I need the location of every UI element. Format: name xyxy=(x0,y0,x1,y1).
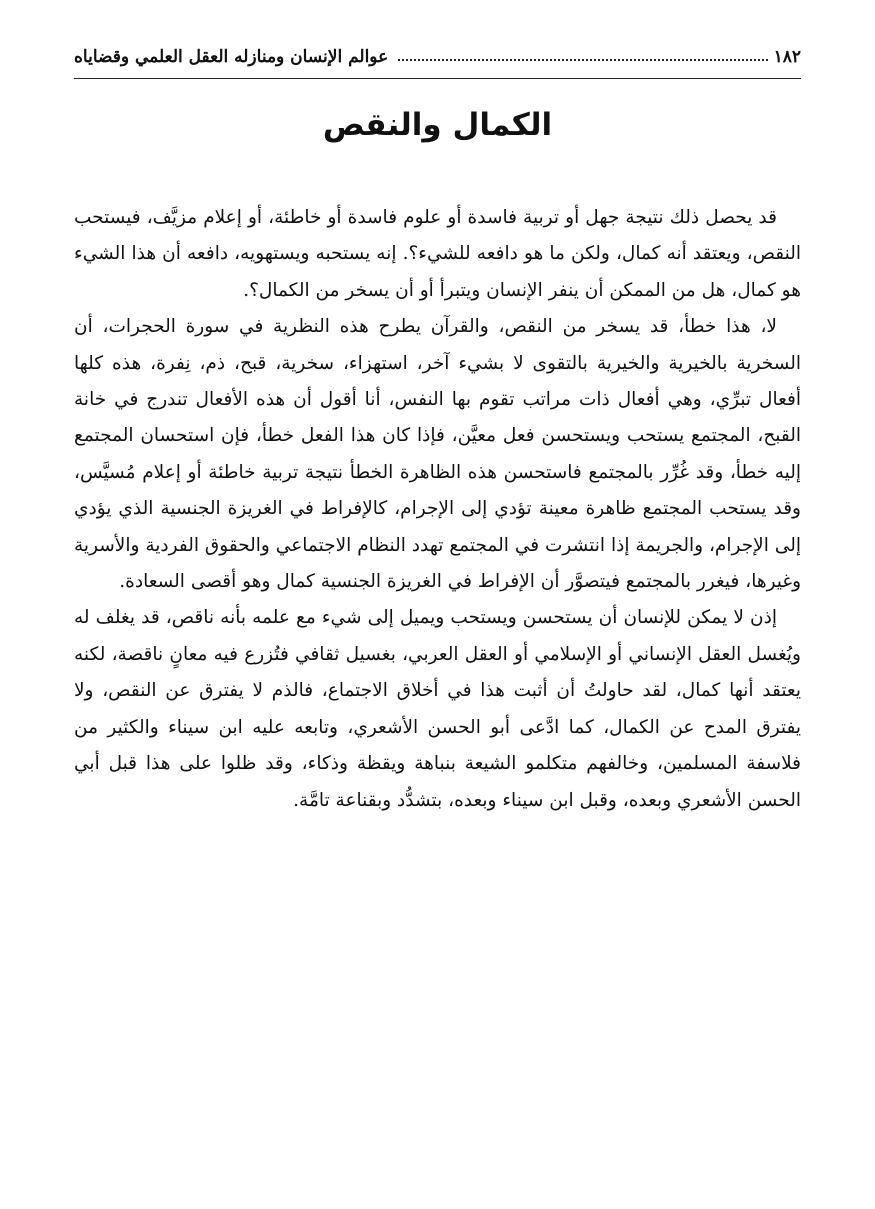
page-number: ١٨٢ xyxy=(773,47,801,67)
body-text xyxy=(74,200,801,819)
running-title: عوالم الإنسان ومنازله العقل العلمي وقضاياه xyxy=(74,47,389,67)
paragraph: قد يحصل ذلك نتيجة جهل أو تربية فاسدة أو علوم فاسدة أو خاطئة، أو إعلام مزيَّف، فيستحب النقص، ويعتقد أنه كمال، ولكن ما هو دافعه للشيء؟. إنه يستحبه ويستهويه، دافعه أن هذا الشيء هو كمال، هل من الممكن أن ينفر الإنسان ويتبرأ أو أن يسخر من الكمال؟. xyxy=(74,207,801,301)
chapter-title: الكمال والنقص xyxy=(322,107,553,143)
page-header xyxy=(74,40,801,74)
paragraph: إذن لا يمكن للإنسان أن يستحسن ويستحب ويميل إلى شيء مع علمه بأنه ناقص، قد يغلف له ويُغسل العقل الإنساني أو الإسلامي أو العقل العربي، بغسيل ثقافي فتُزرع فيه معانٍ ناقصة، لكنه يعتقد أنها كمال، لقد حاولتُ أن أثبت هذا في أخلاق الاجتماع، فالذم لا يفترق عن النقص، ولا يفترق المدح عن الكمال، كما ادَّعى أبو الحسن الأشعري، وتابعه عليه ابن سيناء والكثير من فلاسفة المسلمين، وخالفهم متكلمو الشيعة بنباهة ويقظة وذكاء، وقد ظلوا على هذا قبل أبي الحسن الأشعري وبعده، وقبل ابن سيناء وبعده، بتشدُّد وبقناعة تامَّة. xyxy=(74,607,801,811)
header-rule xyxy=(74,78,801,79)
header-dot-leader xyxy=(398,59,767,61)
paragraph: لا، هذا خطأ، قد يسخر من النقص، والقرآن يطرح هذه النظرية في سورة الحجرات، أن السخرية بالخيرية والخيرية بالتقوى لا بشيء آخر، استهزاء، سخرية، قبح، ذم، نِفرة، هذه كلها أفعال تبرِّي، وهي أفعال ذات مراتب تقوم بها النفس، أنا أقول أن هذه الأفعال تندرج في خانة القبح، المجتمع يستحب ويستحسن فعل معيَّن، فإذا كان هذا الفعل خطأ، فإن استحسان المجتمع إليه خطأ، وقد غُرِّر بالمجتمع فاستحسن هذه الظاهرة الخطأ نتيجة تربية خاطئة أو إعلام مُسيَّس، وقد يستحب المجتمع ظاهرة معينة تؤدي إلى الإجرام، كالإفراط في الغريزة الجنسية الذي يؤدي إلى الإجرام، والجريمة إذا انتشرت في المجتمع تهدد النظام الاجتماعي والحقوق الفردية والأسرية وغيرها، فيغرر بالمجتمع فيتصوَّر أن الإفراط في الغريزة الجنسية كمال وهو أقصى السعادة. xyxy=(74,316,801,593)
